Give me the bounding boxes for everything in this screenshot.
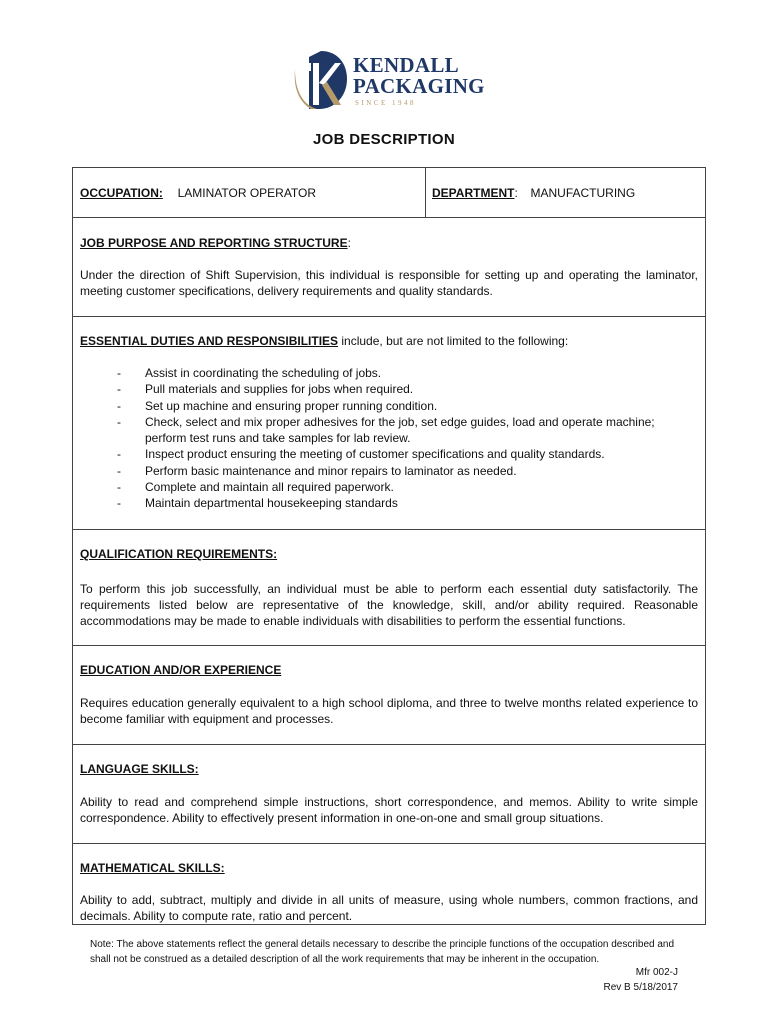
list-item: - Assist in coordinating the scheduling of jobs. — [117, 366, 382, 380]
logo-since: SINCE 1948 — [355, 99, 416, 107]
logo-emblem-icon — [291, 49, 351, 111]
company-logo — [291, 49, 491, 111]
list-item: - Complete and maintain all required paperwork. — [117, 480, 394, 495]
qualification-section — [73, 530, 705, 646]
page-title: JOB DESCRIPTION — [312, 131, 456, 148]
duties-section — [73, 317, 705, 530]
occupation-label: OCCUPATION: — [80, 186, 163, 200]
list-item: - Check, select and mix proper adhesives for the job, set edge guides, load and operate machine; perform test runs and take samples for lab review. — [117, 414, 655, 446]
logo-wordmark — [353, 55, 485, 107]
language-heading: LANGUAGE SKILLS: — [80, 762, 199, 776]
department-label: DEPARTMENT — [432, 186, 515, 200]
list-item: - Maintain departmental housekeeping standards — [117, 496, 398, 511]
department-colon: : — [514, 186, 518, 200]
purpose-heading: JOB PURPOSE AND REPORTING STRUCTURE — [80, 236, 348, 250]
list-item: - Set up machine and ensuring proper running condition. — [117, 398, 438, 413]
purpose-text: Under the direction of Shift Supervision, this individual is responsible for setting up and operating the laminator, meeting customer specifications, delivery requirements and quality standards. — [80, 268, 698, 298]
list-item: - Inspect product ensuring the meeting of customer specifications and quality standards. — [117, 447, 605, 462]
footer-note: Note: The above statements reflect the general details necessary to describe the principle functions of the occupation described and shall not be construed as a detailed description of all the work requirements that may be inherent in the occupation. — [90, 939, 675, 965]
math-text: Ability to add, subtract, multiply and divide in all units of measure, using whole numbers, common fractions, and decimals. Ability to compute rate, ratio and percent. — [80, 893, 698, 923]
language-text: Ability to read and comprehend simple instructions, short correspondence, and memos. Ability to write simple correspondence. Ability to effectively present information in one-on-one and small group situations. — [80, 795, 698, 825]
education-section — [73, 646, 705, 745]
math-heading: MATHEMATICAL SKILLS: — [80, 861, 225, 875]
department-value: MANUFACTURING — [530, 186, 636, 200]
education-heading: EDUCATION AND/OR EXPERIENCE — [80, 663, 282, 677]
duties-heading: ESSENTIAL DUTIES AND RESPONSIBILITIES — [80, 334, 339, 348]
duties-list — [117, 365, 677, 512]
qualification-heading: QUALIFICATION REQUIREMENTS: — [80, 547, 278, 561]
qualification-text: To perform this job successfully, an individual must be able to perform each essential duty satisfactorily. The requirements listed below are representative of the knowledge, skill, and/or ability required. Reasonable accommodations may be made to enable individuals with disabilities to perform the essential functions. — [80, 582, 698, 628]
education-text: Requires education generally equivalent to a high school diploma, and three to twelve months related experience to become familiar with equipment and processes. — [80, 696, 698, 726]
form-id: Mfr 002-J — [635, 967, 678, 978]
department-cell — [426, 168, 705, 217]
header-row — [73, 168, 705, 218]
purpose-section — [73, 218, 705, 317]
purpose-colon: : — [347, 236, 351, 250]
list-item: - Pull materials and supplies for jobs when required. — [117, 382, 414, 397]
list-item: - Perform basic maintenance and minor repairs to laminator as needed. — [117, 463, 517, 478]
language-section — [73, 745, 705, 844]
occupation-cell — [73, 168, 426, 217]
job-description-table — [72, 167, 706, 925]
duties-suffix: include, but are not limited to the following: — [338, 334, 569, 348]
occupation-value: LAMINATOR OPERATOR — [177, 186, 317, 200]
logo-line-1: KENDALL — [353, 53, 459, 77]
math-section — [73, 844, 705, 924]
logo-line-2: PACKAGING — [353, 74, 485, 98]
revision: Rev B 5/18/2017 — [603, 982, 678, 993]
